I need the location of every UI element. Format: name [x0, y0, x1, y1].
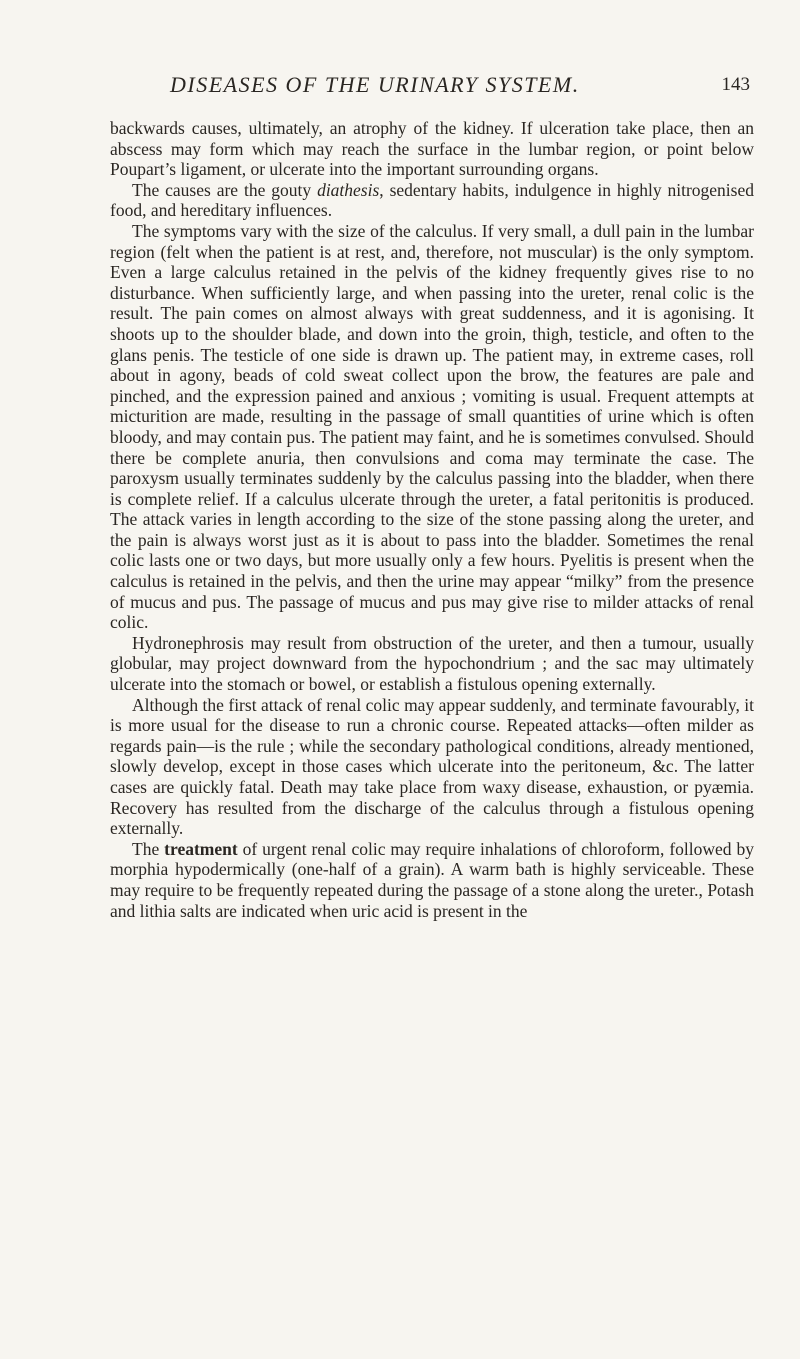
causes-text-end: , sedentary habits, indulgence in highly nitrogenised food, and hereditary influences. — [110, 179, 755, 221]
treatment-text-end: of urgent renal colic may require inhalations of chloroform, followed by morphia hypodermically (one-half of a grain). A warm bath is highly serviceable. These may require to be frequently repeated during the passage of a stone along the ureter., Potash and lithia salts are indicated when uric acid is present in the — [110, 838, 754, 921]
paragraph-treatment — [110, 839, 754, 921]
causes-text-start: The causes are the gouty — [132, 179, 318, 200]
running-title: DISEASES OF THE URINARY SYSTEM. — [170, 72, 580, 97]
body-text — [110, 118, 754, 921]
paragraph-course: Although the first attack of renal colic may appear suddenly, and terminate favourably, it is more usual for the disease to run a chronic course. Repeated attacks—often milder as regards pain—is the rule ; while the secondary pathological conditions, already mentioned, slowly develop, except in those cases which ulcerate into the peritoneum, &c. The latter cases are quickly fatal. Death may take place from waxy disease, exhaustion, or pyæmia. Recovery has resulted from the discharge of the calculus through a fistulous opening externally. — [110, 694, 754, 839]
treatment-text-start: The — [132, 838, 165, 859]
paragraph-symptoms: The symptoms vary with the size of the calculus. If very small, a dull pain in the lumbar region (felt when the patient is at rest, and, therefore, not muscular) is the only symptom. Even a large calculus retained in the pelvis of the kidney frequently gives rise to no disturbance. When sufficiently large, and when passing into the ureter, renal colic is the result. The pain comes on almost always with great suddenness, and it is agonising. It shoots up to the shoulder blade, and down into the groin, thigh, testicle, and often to the glans penis. The testicle of one side is drawn up. The patient may, in extreme cases, roll about in agony, beads of cold sweat collect upon the brow, the features are pale and pinched, and the expression pained and anxious ; vomiting is usual. Frequent attempts at micturition are made, resulting in the passage of small quantities of urine which is often bloody, and may contain pus. The patient may faint, and he is sometimes convulsed. Should there be complete anuria, then convulsions and coma may terminate the case. The paroxysm usually terminates suddenly by the calculus passing into the bladder, when there is complete relief. If a calculus ulcerate through the ureter, a fatal peritonitis is produced. The attack varies in length according to the size of the stone passing along the ureter, and the pain is always worst just as it is about to pass into the bladder. Sometimes the renal colic lasts one or two days, but more usually only a few hours. Pyelitis is present when the calculus is retained in the pelvis, and then the urine may appear “milky” from the presence of mucus and pus. The passage of mucus and pus may give rise to milder attacks of renal colic. — [110, 220, 754, 633]
page-header — [170, 72, 750, 102]
paragraph-ulceration: backwards causes, ultimately, an atrophy of the kidney. If ulceration take place, then an abscess may form which may reach the surface in the lumbar region, or point below Poupart’s ligament, or ulcerate into the important surrounding organs. — [110, 118, 754, 180]
paragraph-hydronephrosis: Hydronephrosis may result from obstruction of the ureter, and then a tumour, usually globular, may project downward from the hypochondrium ; and the sac may ultimately ulcerate into the stomach or bowel, or establish a fistulous opening externally. — [110, 632, 754, 695]
diathesis-term: diathesis — [317, 179, 380, 200]
treatment-term: treatment — [164, 838, 238, 859]
paragraph-causes — [110, 180, 754, 221]
page-number: 143 — [721, 74, 750, 95]
